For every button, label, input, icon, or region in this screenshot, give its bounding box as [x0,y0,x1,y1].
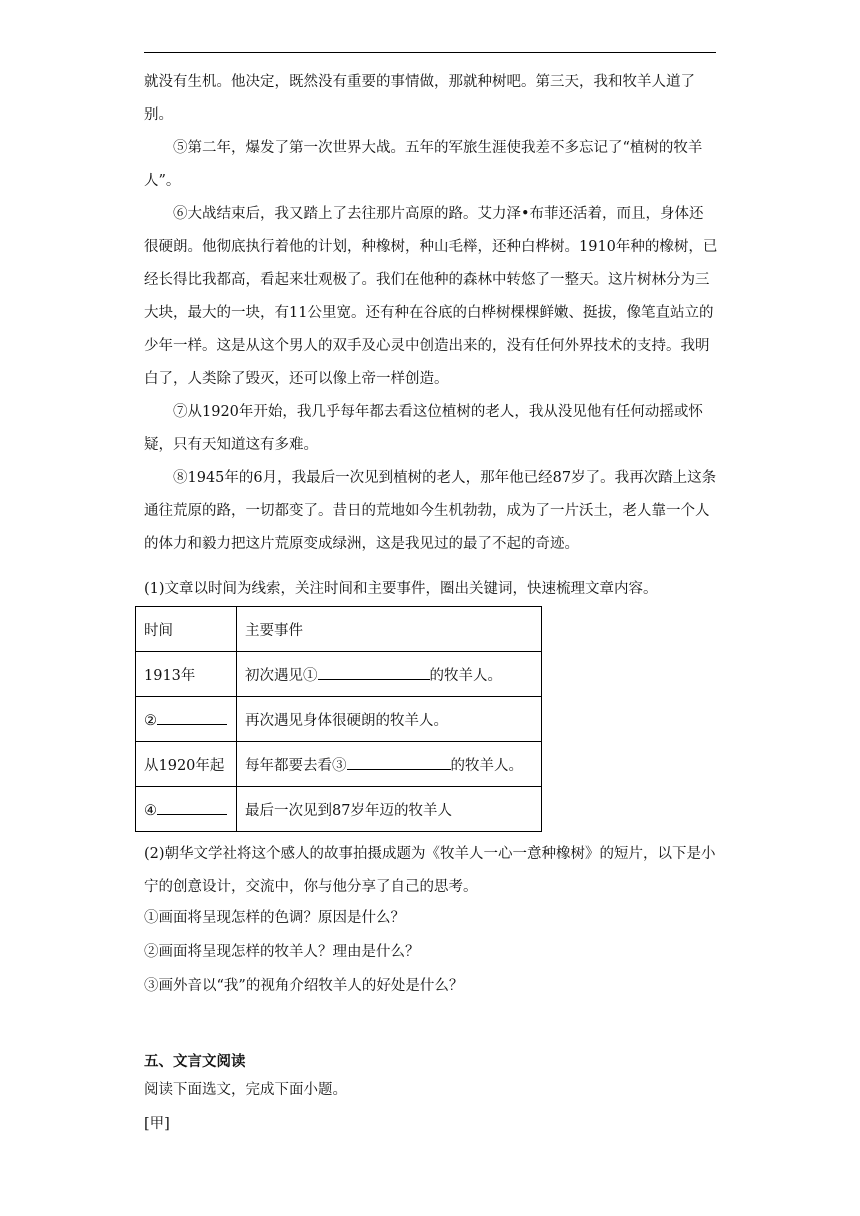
table-row [136,697,542,742]
table-header-event: 主要事件 [237,607,542,652]
table-row [136,652,542,697]
paragraph-6: ⑥大战结束后，我又踏上了去往那片高原的路。艾力泽•布菲还活着，而且，身体还很硬朗。他彻底执行着他的计划，种橡树，种山毛榉，还种白桦树。1910年种的橡树，已经长得比我都高，看起来壮观极了。我们在他种的森林中转悠了一整天。这片树林分为三大块，最大的一块，有11公里宽。还有种在谷底的白桦树棵棵鲜嫩、挺拔，像笔直站立的少年一样。这是从这个男人的双手及心灵中创造出来的，没有任何外界技术的支持。我明白了，人类除了毁灭，还可以像上帝一样创造。 [144,206,718,387]
passage-continuation: 就没有生机。他决定，既然没有重要的事情做，那就种树吧。第三天，我和牧羊人道了别。 [144,74,695,123]
timeline-table [135,606,542,832]
answer-blank-2[interactable] [157,710,227,725]
event-cell: 再次遇见身体很硬朗的牧羊人。 [237,697,542,742]
question-2-item: ③画外音以“我”的视角介绍牧羊人的好处是什么？ [144,978,464,994]
time-cell [136,697,237,742]
time-cell: 从1920年起 [136,742,237,787]
time-cell: 1913年 [136,652,237,697]
event-cell [237,652,542,697]
answer-blank-3[interactable] [347,755,451,770]
paragraph-5: ⑤第二年，爆发了第一次世界大战。五年的军旅生涯使我差不多忘记了“植树的牧羊人”。 [144,140,703,189]
event-text: 初次遇见① [245,667,318,684]
time-label: ② [144,712,157,729]
table-row [136,787,542,832]
time-label: ④ [144,802,157,819]
time-cell [136,787,237,832]
passage-label: [甲] [144,1116,170,1132]
answer-blank-4[interactable] [157,800,227,815]
event-text: 的牧羊人。 [450,757,523,774]
question-2-prompt: (2)朝华文学社将这个感人的故事拍摄成题为《牧羊人一心一意种橡树》的短片，以下是小宁的创意设计，交流中，你与他分享了自己的思考。 [144,846,716,895]
section-title: 五、文言文阅读 [144,1053,246,1070]
paragraph-7: ⑦从1920年开始，我几乎每年都去看这位植树的老人，我从没见他有任何动摇或怀疑，只有天知道这有多难。 [144,404,703,453]
question-1-prompt: (1)文章以时间为线索，关注时间和主要事件，圈出关键词，快速梳理文章内容。 [144,581,658,597]
table-header-time: 时间 [136,607,237,652]
event-cell: 最后一次见到87岁年迈的牧羊人 [237,787,542,832]
header-rule [144,52,716,53]
table-header-row [136,607,542,652]
answer-blank-1[interactable] [318,665,430,680]
event-text: 每年都要去看③ [245,757,347,774]
section-instruction: 阅读下面选文，完成下面小题。 [144,1082,347,1098]
event-text: 的牧羊人。 [429,667,502,684]
question-2-item: ②画面将呈现怎样的牧羊人？理由是什么？ [144,944,420,960]
event-cell [237,742,542,787]
question-2-item: ①画面将呈现怎样的色调？原因是什么？ [144,910,405,926]
paragraph-8: ⑧1945年的6月，我最后一次见到植树的老人，那年他已经87岁了。我再次踏上这条通往荒原的路，一切都变了。昔日的荒地如今生机勃勃，成为了一片沃土，老人靠一个人的体力和毅力把这片荒原变成绿洲，这是我见过的最了不起的奇迹。 [144,470,717,552]
table-row [136,742,542,787]
